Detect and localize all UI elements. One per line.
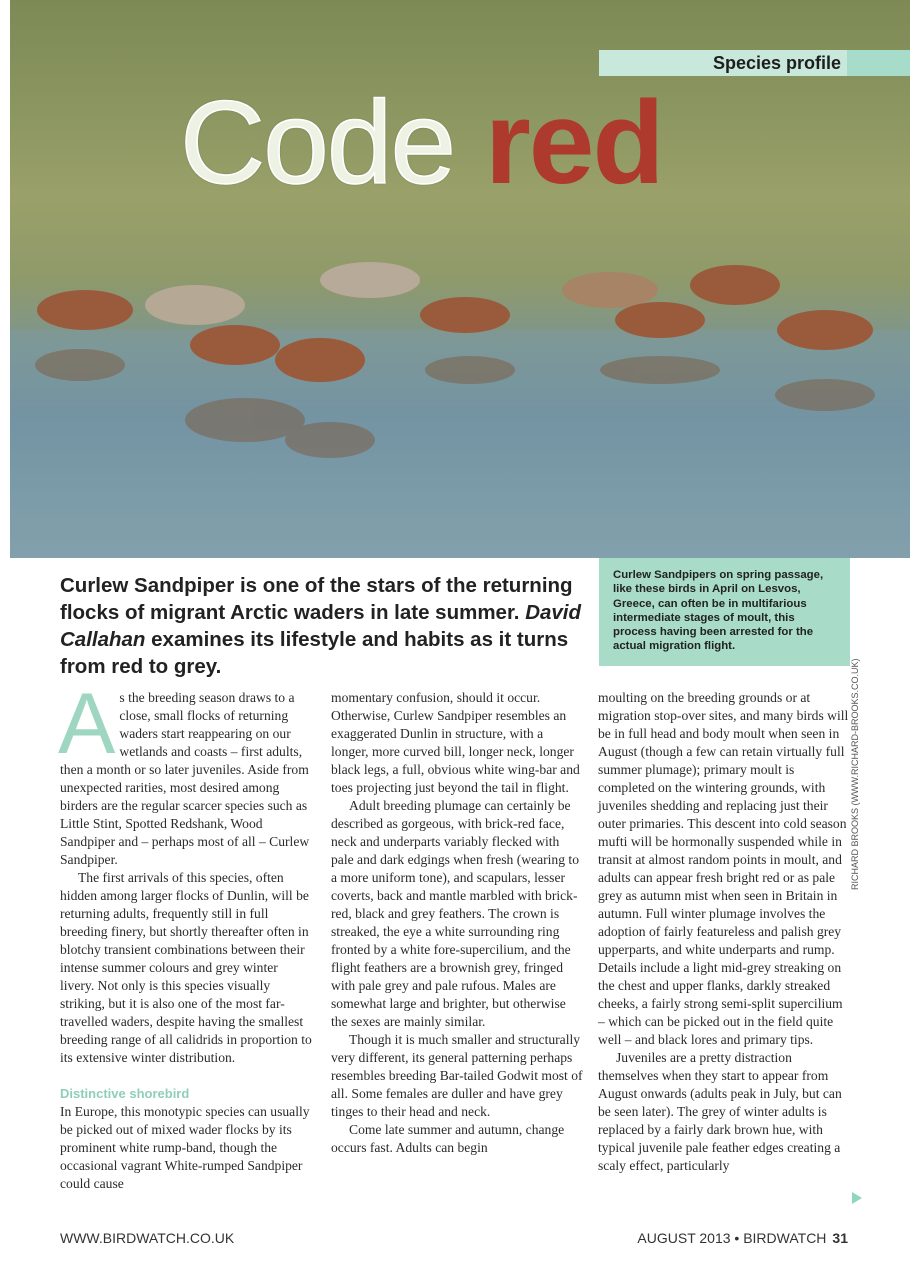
article-column-3 [598,689,852,1175]
paragraph: momentary confusion, should it occur. Otherwise, Curlew Sandpiper resembles an exaggerated Dunlin in structure, with a longer, more curved bill, longer neck, longer black legs, a full, obvious white wing-bar and toes projecting just beyond the tail in flight. [331,690,580,795]
page-title [180,78,663,208]
paragraph: The first arrivals of this species, often hidden among larger flocks of Dunlin, will be returning adults, frequently still in full breeding finery, but shortly thereafter often in blotchy transient combinations between their intense summer colours and grey winter livery. Not only is this species visually striking, but it is also one of the most far-travelled waders, despite having the smallest breeding range of all calidrids in proportion to its extensive winter distribution. [60,870,312,1065]
title-word-red: red [484,77,663,209]
standfirst-text: Curlew Sandpiper is one of the stars of the returning flocks of migrant Arctic waders in late summer. [60,574,573,624]
photo-caption: Curlew Sandpipers on spring passage, like these birds in April on Lesvos, Greece, can often be in multifarious intermediate stages of moult, this process having been arrested for the actual migration flight. [599,558,850,666]
paragraph: In Europe, this monotypic species can usually be picked out of mixed wader flocks by its prominent white rump-band, though the occasional vagrant White-rumped Sandpiper could cause [60,1104,310,1191]
photo-credit: RICHARD BROOKS (WWW.RICHARD-BROOKS.CO.UK) [850,658,860,890]
issue-label: AUGUST 2013 • BIRDWATCH [637,1230,827,1246]
title-word-outline: Code [180,77,455,209]
standfirst [60,572,590,680]
paragraph: Come late summer and autumn, change occurs fast. Adults can begin [331,1122,565,1155]
standfirst-text-end: examines its lifestyle and habits as it turns from red to grey. [60,628,569,678]
drop-cap: A [58,676,116,772]
paragraph: Juveniles are a pretty distraction themselves when they start to appear from August onwards (adults peak in July, but can be seen later). The grey of winter adults is replaced by a fairly dark brown hue, with typical juvenile pale feather edges creating a scaly effect, particularly [598,1050,842,1173]
author-name: David Callahan [60,601,582,651]
section-tag-accent [847,50,910,76]
article-column-2 [331,689,583,1157]
article-column-1 [58,676,312,1193]
section-tag: Species profile [599,50,847,76]
subheading: Distinctive shorebird [60,1086,190,1101]
paragraph: s the breeding season draws to a close, small flocks of returning waders start reappearing on our wetlands and coasts – first adults, then a month or so later juveniles. Aside from unexpected rarities, most desired among birders are the regular scarcer species such as Little Stint, Spotted Redshank, Wood Sandpiper and – perhaps most of all – Curlew Sandpiper. [60,690,310,867]
footer-issue [637,1230,848,1246]
page-number: 31 [832,1230,848,1246]
continue-arrow-icon [852,1192,862,1204]
paragraph: Though it is much smaller and structurally very different, its general patterning perhaps resembles breeding Bar-tailed Godwit most of all. Some females are duller and have grey tinges to their head and neck. [331,1032,583,1119]
paragraph: moulting on the breeding grounds or at migration stop-over sites, and many birds will be in full head and body moult when seen in August (though a few can retain virtually full summer plumage); primary moult is completed on the wintering grounds, with juveniles shedding and replacing just their outer primaries. This descent into cold season mufti will be hormonally suspended while in transit at almost random points in moult, and adults can appear fresh bright red or as pale grey as autumn mist when seen in Britain in autumn. Full winter plumage involves the adoption of fairly featureless and palish grey upperparts, and white underparts and rump. Details include a light mid-grey streaking on the chest and upper flanks, darkly streaked cheeks, a fairly strong semi-split supercilium – which can be picked out in the field quite well – and black lores and primary tips. [598,690,849,1047]
footer-website: WWW.BIRDWATCH.CO.UK [60,1230,235,1246]
paragraph: Adult breeding plumage can certainly be described as gorgeous, with brick-red face, neck and underparts variably flecked with pale and dark edgings when fresh (wearing to a more uniform tone), and scapulars, lesser coverts, back and mantle marbled with brick-red, black and grey feathers. The crown is streaked, the eye a white surrounding ring fronted by a white fore-supercilium, and the flight feathers are a brownish grey, fringed with pale grey and pale rufous. Males are somewhat large and brighter, but otherwise the sexes are mainly similar. [331,798,579,1029]
